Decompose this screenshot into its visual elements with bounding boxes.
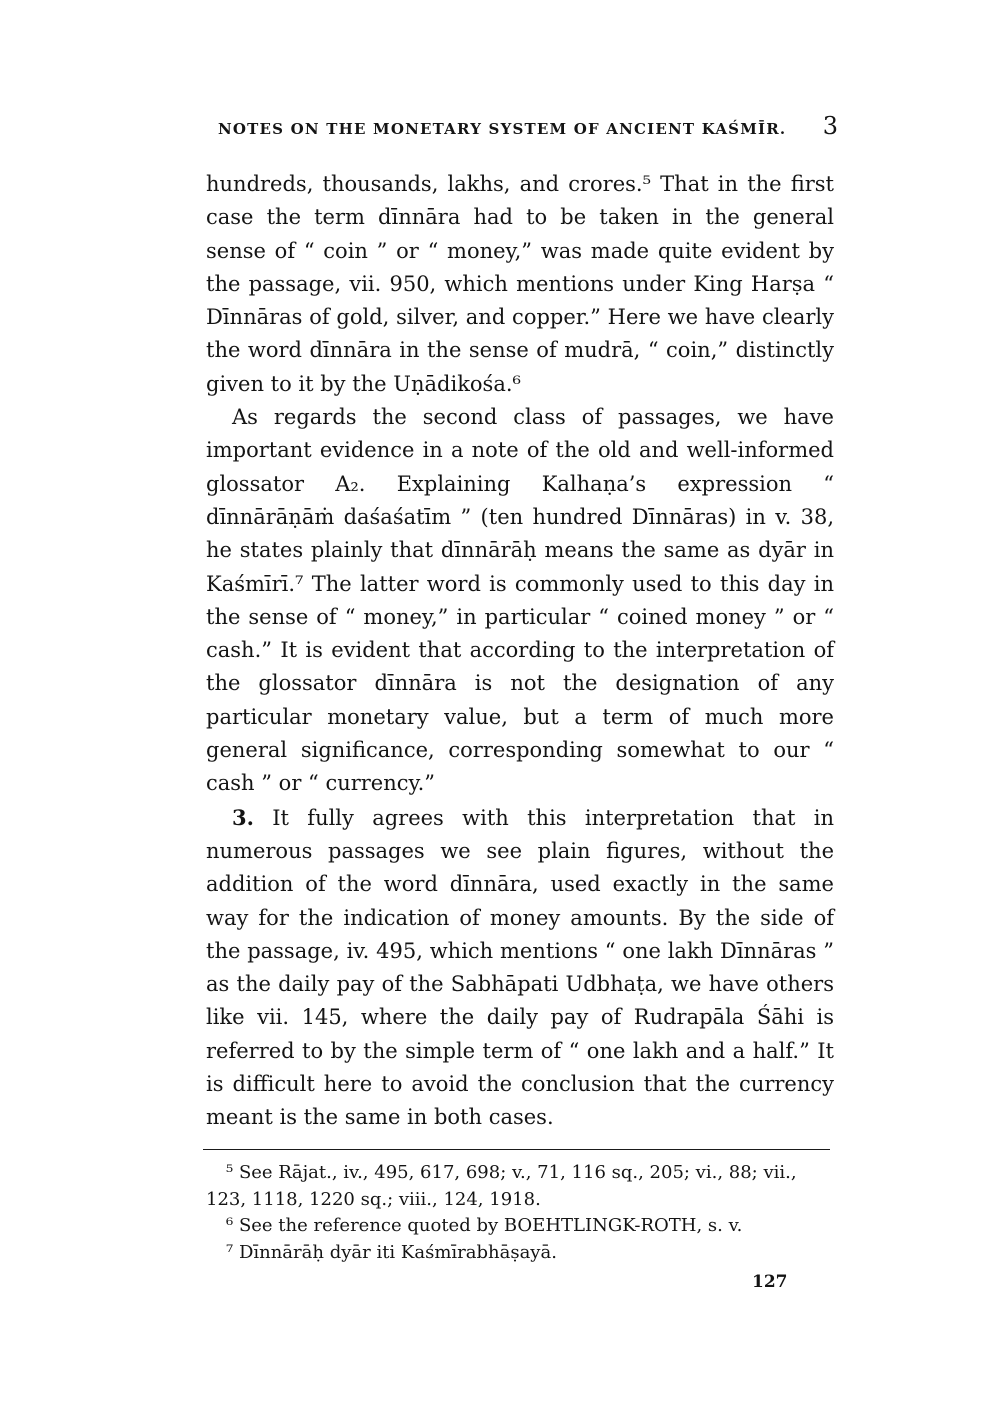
footnote-7: ⁷ Dīnnārāḥ dyār iti Kaśmīrabhāṣayā.	[226, 1241, 557, 1263]
paragraph-3	[206, 801, 834, 1135]
footnotes	[206, 1160, 834, 1266]
footer-page-number: 127	[752, 1272, 788, 1292]
footnote-5: ⁵ See Rājat., iv., 495, 617, 698; v., 71, 116 sq., 205; vi., 88; vii., 123, 1118, 1220 sq.; viii., 124, 1918.	[206, 1162, 797, 1210]
header-page-number: 3	[822, 112, 838, 140]
section-number: 3.	[232, 804, 254, 830]
paragraph-2: As regards the second class of passages, we have important evidence in a note of the old and well-informed glossator A₂. Explaining Kalhaṇa’s expression “ dīnnārāṇāṁ daśaśatīm ” (ten hundred Dīnnāras) in v. 38, he states plainly that dīnnārāḥ means the same as dyār in Kaśmīrī.⁷ The latter word is commonly used to this day in the sense of “ money,” in particular “ coined money ” or “ cash.” It is evident that according to the interpretation of the glossator dīnnāra is not the designation of any particular monetary value, but a term of much more general significance, corresponding somewhat to our “ cash ” or “ currency.”	[206, 405, 834, 796]
page-header	[218, 112, 838, 146]
paragraph-3-text: It fully agrees with this interpretation that in numerous passages we see plain figures, without the addition of the word dīnnāra, used exactly in the same way for the indication of money amounts. By the side of the passage, iv. 495, which mentions “ one lakh Dīnnāras ” as the daily pay of the Sabhāpati Udbhaṭa, we have others like vii. 145, where the daily pay of Rudrapāla Śāhi is referred to by the simple term of “ one lakh and a half.” It is difficult here to avoid the conclusion that the currency meant is the same in both cases.	[206, 805, 834, 1130]
running-title: NOTES ON THE MONETARY SYSTEM OF ANCIENT KAŚMĪR.	[218, 120, 787, 138]
paragraph-1: hundreds, thousands, lakhs, and crores.⁵ That in the first case the term dīnnāra had to be taken in the general sense of “ coin ” or “ money,” was made quite evident by the passage, vii. 950, which mentions under King Harṣa “ Dīnnāras of gold, silver, and copper.” Here we have clearly the word dīnnāra in the sense of mudrā, “ coin,” distinctly given to it by the Uṇādikośa.⁶	[206, 172, 834, 396]
body-text	[206, 168, 834, 1135]
footnote-divider	[203, 1149, 830, 1150]
footnote-6: ⁶ See the reference quoted by BOEHTLINGK-ROTH, s. v.	[226, 1215, 743, 1236]
